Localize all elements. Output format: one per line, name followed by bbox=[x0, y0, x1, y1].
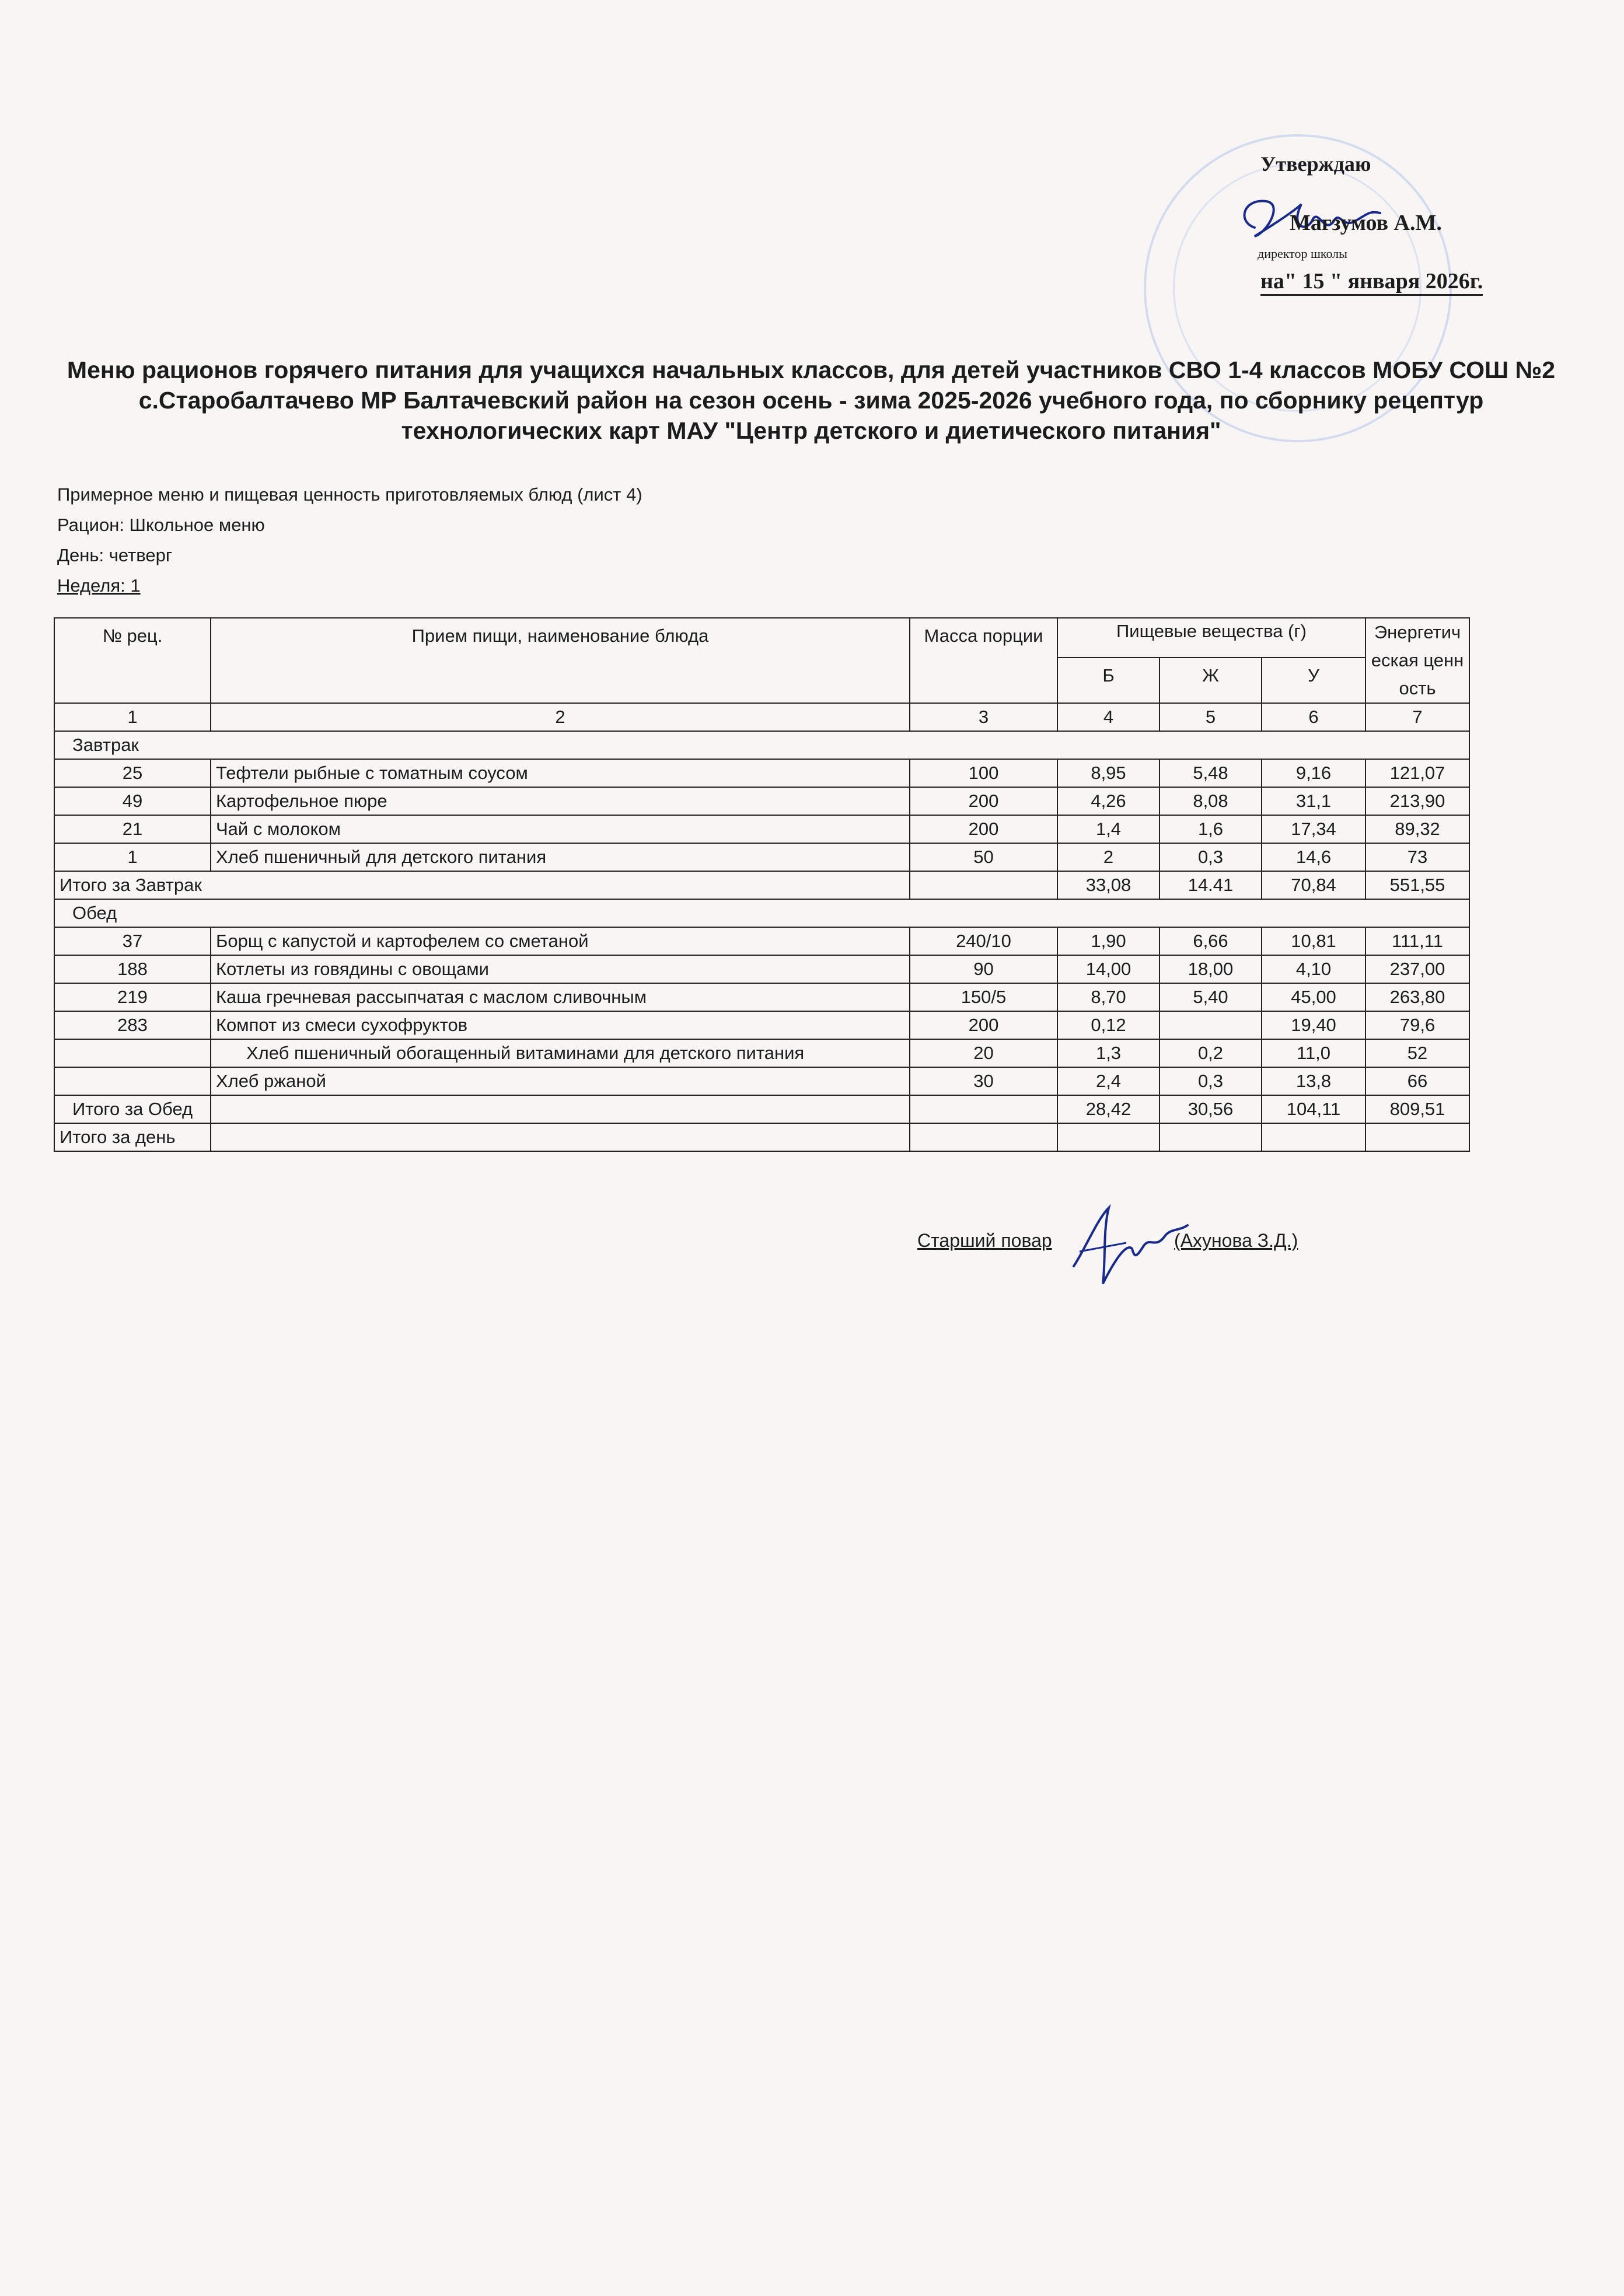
cell-b bbox=[1057, 1123, 1159, 1151]
cell-b: 4,26 bbox=[1057, 787, 1159, 815]
cell-zh: 6,66 bbox=[1159, 927, 1262, 955]
col-number: 1 bbox=[54, 703, 211, 731]
col-number: 7 bbox=[1365, 703, 1469, 731]
cell-zh: 5,48 bbox=[1159, 759, 1262, 787]
cell-zh: 0,3 bbox=[1159, 843, 1262, 871]
header-b: Б bbox=[1057, 658, 1159, 703]
col-number: 2 bbox=[211, 703, 910, 731]
header-zh: Ж bbox=[1159, 658, 1262, 703]
col-number: 6 bbox=[1262, 703, 1365, 731]
total-energy: 551,55 bbox=[1365, 871, 1469, 899]
section-row-lunch bbox=[54, 899, 1469, 927]
table-row bbox=[54, 787, 1469, 815]
cell-mass bbox=[910, 1123, 1057, 1151]
table-header-row bbox=[54, 618, 1469, 658]
cell-u: 17,34 bbox=[1262, 815, 1365, 843]
cell-rec: 219 bbox=[54, 983, 211, 1011]
cell-u: 13,8 bbox=[1262, 1067, 1365, 1095]
cell-energy: 111,11 bbox=[1365, 927, 1469, 955]
director-name: Магзумов А.М. bbox=[1290, 211, 1442, 235]
cell-energy: 79,6 bbox=[1365, 1011, 1469, 1039]
menu-subtitle: Примерное меню и пищевая ценность приготовляемых блюд (лист 4) bbox=[57, 484, 642, 505]
cell-mass: 30 bbox=[910, 1067, 1057, 1095]
cell-dish: Котлеты из говядины с овощами bbox=[211, 955, 910, 983]
cell-zh: 1,6 bbox=[1159, 815, 1262, 843]
total-zh: 14.41 bbox=[1159, 871, 1262, 899]
total-label: Итого за Обед bbox=[54, 1095, 211, 1123]
cook-name: (Ахунова З.Д.) bbox=[1174, 1230, 1298, 1251]
cell-b: 14,00 bbox=[1057, 955, 1159, 983]
cell-mass: 20 bbox=[910, 1039, 1057, 1067]
cell-b: 1,90 bbox=[1057, 927, 1159, 955]
cell-u: 31,1 bbox=[1262, 787, 1365, 815]
cook-label: Старший повар bbox=[917, 1230, 1052, 1251]
table-row bbox=[54, 1011, 1469, 1039]
total-zh: 30,56 bbox=[1159, 1095, 1262, 1123]
cell-mass: 200 bbox=[910, 787, 1057, 815]
cell-mass: 240/10 bbox=[910, 927, 1057, 955]
cell-zh: 0,2 bbox=[1159, 1039, 1262, 1067]
table-row bbox=[54, 815, 1469, 843]
cell-rec: 188 bbox=[54, 955, 211, 983]
cell-b: 1,4 bbox=[1057, 815, 1159, 843]
total-row-breakfast bbox=[54, 871, 1469, 899]
cell-energy: 66 bbox=[1365, 1067, 1469, 1095]
cell-b: 2 bbox=[1057, 843, 1159, 871]
header-nutrients: Пищевые вещества (г) bbox=[1057, 618, 1365, 658]
cell-rec bbox=[54, 1067, 211, 1095]
cell-mass: 200 bbox=[910, 1011, 1057, 1039]
approval-heading: Утверждаю bbox=[1260, 152, 1371, 176]
cell-dish: Чай с молоком bbox=[211, 815, 910, 843]
total-label: Итого за день bbox=[54, 1123, 211, 1151]
cell-mass: 90 bbox=[910, 955, 1057, 983]
cell-dish: Картофельное пюре bbox=[211, 787, 910, 815]
cell-dish: Компот из смеси сухофруктов bbox=[211, 1011, 910, 1039]
cell-dish: Хлеб пшеничный для детского питания bbox=[211, 843, 910, 871]
col-number: 4 bbox=[1057, 703, 1159, 731]
cook-signature-icon bbox=[1062, 1196, 1190, 1295]
cell-b: 0,12 bbox=[1057, 1011, 1159, 1039]
table-row bbox=[54, 1067, 1469, 1095]
cell-mass bbox=[910, 871, 1057, 899]
cell-zh: 5,40 bbox=[1159, 983, 1262, 1011]
section-row-breakfast bbox=[54, 731, 1469, 759]
total-energy: 809,51 bbox=[1365, 1095, 1469, 1123]
col-number: 5 bbox=[1159, 703, 1262, 731]
cell-energy: 263,80 bbox=[1365, 983, 1469, 1011]
cell-rec: 25 bbox=[54, 759, 211, 787]
header-rec: № рец. bbox=[54, 618, 211, 703]
cell-mass bbox=[910, 1095, 1057, 1123]
menu-meta bbox=[57, 480, 642, 601]
cell-b: 8,95 bbox=[1057, 759, 1159, 787]
cell-rec: 37 bbox=[54, 927, 211, 955]
cell-zh bbox=[1159, 1011, 1262, 1039]
cell-u: 9,16 bbox=[1262, 759, 1365, 787]
cell-dish: Хлеб ржаной bbox=[211, 1067, 910, 1095]
cell-zh: 8,08 bbox=[1159, 787, 1262, 815]
cell-rec: 283 bbox=[54, 1011, 211, 1039]
cell-u: 10,81 bbox=[1262, 927, 1365, 955]
table-row bbox=[54, 843, 1469, 871]
document-title bbox=[58, 355, 1564, 446]
cell-energy: 213,90 bbox=[1365, 787, 1469, 815]
cell-energy: 237,00 bbox=[1365, 955, 1469, 983]
total-label: Итого за Завтрак bbox=[54, 871, 910, 899]
cell-dish bbox=[211, 1123, 910, 1151]
table-row bbox=[54, 1039, 1469, 1067]
cell-energy: 73 bbox=[1365, 843, 1469, 871]
section-label: Обед bbox=[54, 899, 1469, 927]
cell-dish: Хлеб пшеничный обогащенный витаминами для детского питания bbox=[211, 1039, 910, 1067]
cell-rec bbox=[54, 1039, 211, 1067]
cell-u: 19,40 bbox=[1262, 1011, 1365, 1039]
total-row-lunch bbox=[54, 1095, 1469, 1123]
cell-dish: Тефтели рыбные с томатным соусом bbox=[211, 759, 910, 787]
cell-dish: Каша гречневая рассыпчатая с маслом сливочным bbox=[211, 983, 910, 1011]
title-line-2: с.Старобалтачево МР Балтачевский район на сезон осень - зима 2025-2026 учебного года, по сборнику рецептур bbox=[138, 387, 1484, 414]
cell-rec: 49 bbox=[54, 787, 211, 815]
table-row bbox=[54, 955, 1469, 983]
approval-date: на" 15 " января 2026г. bbox=[1260, 268, 1483, 296]
section-label: Завтрак bbox=[54, 731, 1469, 759]
title-line-1: Меню рационов горячего питания для учащихся начальных классов, для детей участников СВО 1-4 классов МОБУ СОШ №2 bbox=[67, 357, 1556, 383]
cell-zh bbox=[1159, 1123, 1262, 1151]
cell-mass: 150/5 bbox=[910, 983, 1057, 1011]
column-number-row bbox=[54, 703, 1469, 731]
cell-zh: 0,3 bbox=[1159, 1067, 1262, 1095]
header-dish: Прием пищи, наименование блюда bbox=[211, 618, 910, 703]
total-u: 104,11 bbox=[1262, 1095, 1365, 1123]
menu-table bbox=[54, 617, 1470, 1152]
table-row bbox=[54, 927, 1469, 955]
col-number: 3 bbox=[910, 703, 1057, 731]
cell-energy bbox=[1365, 1123, 1469, 1151]
cell-mass: 50 bbox=[910, 843, 1057, 871]
cell-u: 4,10 bbox=[1262, 955, 1365, 983]
menu-ration: Рацион: Школьное меню bbox=[57, 515, 265, 535]
menu-week: Неделя: 1 bbox=[57, 575, 141, 596]
cell-mass: 200 bbox=[910, 815, 1057, 843]
cell-energy: 121,07 bbox=[1365, 759, 1469, 787]
total-row-day bbox=[54, 1123, 1469, 1151]
table-row bbox=[54, 983, 1469, 1011]
header-u: У bbox=[1262, 658, 1365, 703]
total-b: 33,08 bbox=[1057, 871, 1159, 899]
cell-energy: 89,32 bbox=[1365, 815, 1469, 843]
total-u: 70,84 bbox=[1262, 871, 1365, 899]
cell-dish bbox=[211, 1095, 910, 1123]
title-line-3: технологических карт МАУ "Центр детского и диетического питания" bbox=[401, 417, 1221, 444]
cell-b: 2,4 bbox=[1057, 1067, 1159, 1095]
cell-rec: 1 bbox=[54, 843, 211, 871]
approval-block bbox=[1237, 152, 1587, 296]
cell-dish: Борщ с капустой и картофелем со сметаной bbox=[211, 927, 910, 955]
total-b: 28,42 bbox=[1057, 1095, 1159, 1123]
director-title: директор школы bbox=[1258, 246, 1347, 261]
table-row bbox=[54, 759, 1469, 787]
cell-zh: 18,00 bbox=[1159, 955, 1262, 983]
cell-rec: 21 bbox=[54, 815, 211, 843]
cell-u: 45,00 bbox=[1262, 983, 1365, 1011]
cell-b: 1,3 bbox=[1057, 1039, 1159, 1067]
cell-energy: 52 bbox=[1365, 1039, 1469, 1067]
menu-day: День: четверг bbox=[57, 545, 173, 565]
cell-u bbox=[1262, 1123, 1365, 1151]
cell-mass: 100 bbox=[910, 759, 1057, 787]
cell-u: 14,6 bbox=[1262, 843, 1365, 871]
header-energy: Энергетическая ценность bbox=[1365, 618, 1469, 703]
cell-b: 8,70 bbox=[1057, 983, 1159, 1011]
cell-u: 11,0 bbox=[1262, 1039, 1365, 1067]
header-mass: Масса порции bbox=[910, 618, 1057, 703]
footer-signature bbox=[917, 1230, 1298, 1252]
